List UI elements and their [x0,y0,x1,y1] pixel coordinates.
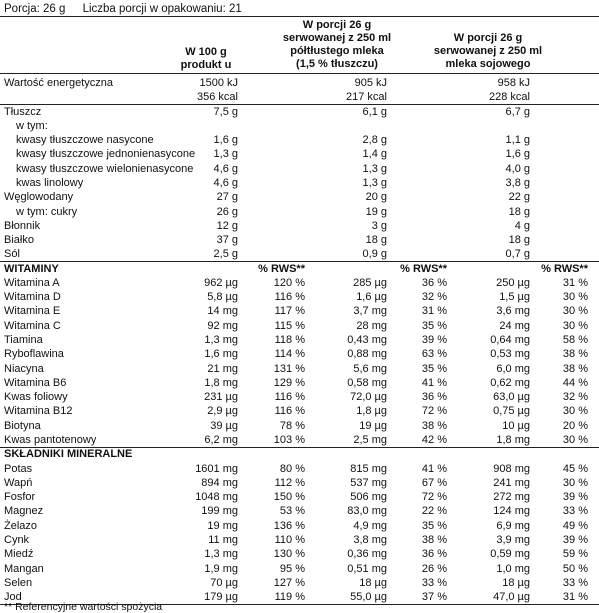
row-value-c2: 905 kJ [354,77,387,89]
row-value-p2: 35 % [421,519,447,532]
row-value-c3: 3,8 g [505,176,530,189]
row-value-c3: 18 µg [502,576,530,589]
row-label: kwasy tłuszczowe jednonienasycone [16,148,196,161]
row-value-p2: 22 % [421,505,447,518]
table-row [0,533,599,547]
portion-size: Porcja: 26 g [4,3,66,15]
table-row [0,562,599,576]
row-value-c3: 3,9 mg [496,533,530,546]
table-row [0,147,599,161]
table-row [0,476,599,490]
row-value-c1: 962 µg [204,276,238,289]
row-value-p2: 26 % [421,562,447,575]
row-label: w tym: [16,119,48,132]
row-value-p1: 129 % [273,376,305,389]
row-value-c3: 1,1 g [505,134,530,147]
table-row [0,105,599,119]
row-value-c3: 6,0 mg [496,362,530,375]
table-row [0,262,599,276]
row-value-c1: 4,6 g [213,162,238,175]
row-value-p3: 30 % [562,319,588,332]
row-value-p1: 115 % [274,319,305,332]
row-label: Błonnik [4,219,41,232]
footnote: ** Referencyjne wartości spożycia [4,601,163,613]
row-value-p3: 32 % [562,391,588,404]
row-label: kwasy tłuszczowe nasycone [16,134,154,147]
table-row [0,576,599,590]
row-value-p2: 36 % [421,391,447,404]
row-value-p3: 20 % [562,419,588,432]
table-row [0,419,599,433]
table-row [0,133,599,147]
table-row [0,462,599,476]
row-label: Fosfor [4,491,36,504]
row-value-p1: % RWS** [258,262,305,275]
row-value-p1: 78 % [279,419,305,432]
row-value-c3: 908 mg [493,462,530,475]
row-value-p1: 119 % [274,591,305,604]
row-value-c1: 1,6 mg [204,348,238,361]
row-value-c3: 3,6 mg [496,305,530,318]
row-value-c2: 1,3 g [362,176,387,189]
row-value-c3: 63,0 µg [493,391,530,404]
row-value-p1: 130 % [273,548,305,561]
row-value-c1: 39 µg [210,419,238,432]
row-value-p1: 95 % [279,562,305,575]
row-value-c3: 6,9 mg [496,519,530,532]
row-value-c2: 815 mg [350,462,387,475]
table-row [0,190,599,204]
row-value-p3: 45 % [562,462,588,475]
row-value-c2: 83,0 mg [347,505,387,518]
row-value-c2: 0,88 mg [347,348,387,361]
row-label: Sól [4,248,20,261]
row-label: Potas [4,462,33,475]
row-value-p3: 38 % [562,348,588,361]
row-value-p2: 38 % [421,419,447,432]
row-value-c3: 241 mg [493,476,530,489]
row-value-p1: 118 % [274,334,305,347]
row-label: Biotyna [4,419,41,432]
row-value-p3: 30 % [562,291,588,304]
row-label: w tym: cukry [16,205,78,218]
row-value-c2: 0,43 mg [347,334,387,347]
row-value-c3: 0,64 mg [490,334,530,347]
row-value-c3: 6,7 g [505,105,530,118]
table-row [0,547,599,561]
row-label: Tiamina [4,334,43,347]
row-value-c2: 537 mg [350,476,387,489]
row-value-p2: 35 % [421,319,447,332]
row-value-c1: 7,5 g [213,105,238,118]
row-value-c1: 1601 mg [195,462,238,475]
row-value-p3: 59 % [562,548,588,561]
row-value-p2: 32 % [421,291,447,304]
table-row [0,276,599,290]
row-value-c1: 179 µg [204,591,238,604]
row-value-p2: 33 % [421,576,447,589]
row-value-p2: 39 % [421,334,447,347]
row-value-p1: 136 % [273,519,305,532]
row-value-p1: 127 % [273,576,305,589]
row-label: Węglowodany [4,191,74,204]
row-value-c3: 22 g [508,191,530,204]
row-value-p3: 30 % [562,476,588,489]
row-value-c1: 1,8 mg [204,376,238,389]
row-value-p3: 30 % [562,434,588,446]
table-row [0,176,599,190]
divider [0,16,599,17]
row-value-c2: 19 µg [359,419,387,432]
row-value-p1: 80 % [279,462,305,475]
row-value-c1: 231 µg [204,391,238,404]
row-value-p1: 53 % [279,505,305,518]
row-value-c3: 250 µg [496,276,530,289]
header-per-portion-soy: W porcji 26 g serwowanej z 250 ml mleka sojowego [433,32,543,70]
row-value-c3: 0,62 mg [490,376,530,389]
row-value-c3: 4 g [514,219,530,232]
row-value-p1: 120 % [273,276,305,289]
table-row [0,519,599,533]
row-value-c1: 1048 mg [195,491,238,504]
row-value-c2: 18 µg [359,576,387,589]
row-value-c1: 5,8 µg [207,291,238,304]
row-value-p1: 110 % [274,533,305,546]
row-value-c2: 0,58 mg [347,376,387,389]
row-value-p1: 150 % [273,491,305,504]
row-value-c2: 1,6 µg [356,291,387,304]
row-value-p2: 72 % [421,491,447,504]
row-label: kwas linolowy [16,176,84,189]
table-row [0,90,599,105]
table-row [0,433,599,448]
row-label: Tłuszcz [4,105,42,118]
row-value-p1: 103 % [273,434,305,446]
row-value-p2: 35 % [421,362,447,375]
row-label: kwasy tłuszczowe wielonienasycone [16,162,194,175]
row-label: Kwas pantotenowy [4,434,97,446]
row-value-c3: 1,6 g [505,148,530,161]
row-label: Witamina E [4,305,61,318]
row-label: Jod [4,591,22,604]
row-value-p2: 37 % [421,591,447,604]
row-value-c3: 0,7 g [505,248,530,261]
row-value-c2: 28 mg [356,319,387,332]
row-value-c2: 285 µg [353,276,387,289]
row-value-c1: 1500 kJ [199,77,238,89]
row-value-c1: 1,6 g [213,134,238,147]
row-label: Miedź [4,548,34,561]
row-value-c3: 228 kcal [489,91,530,104]
row-value-p2: 41 % [421,462,447,475]
divider [0,73,599,74]
row-value-c2: 5,6 mg [353,362,387,375]
row-value-c1: 70 µg [210,576,238,589]
table-row [0,76,599,90]
row-label: Witamina C [4,319,61,332]
row-value-p3: 31 % [562,591,588,604]
row-value-p3: 31 % [562,276,588,289]
row-value-c2: 0,36 mg [347,548,387,561]
row-value-c1: 6,2 mg [204,434,238,446]
row-label: WITAMINY [4,262,59,275]
row-value-c1: 14 mg [207,305,238,318]
row-value-c2: 217 kcal [346,91,387,104]
row-label: Witamina A [4,276,60,289]
row-value-c2: 20 g [365,191,387,204]
row-value-c3: 272 mg [493,491,530,504]
table-row [0,362,599,376]
row-value-p3: 39 % [562,491,588,504]
row-value-c2: 2,8 g [362,134,387,147]
row-value-p1: 112 % [274,476,305,489]
row-value-c2: 1,3 g [362,162,387,175]
row-value-c2: 0,9 g [362,248,387,261]
row-value-c2: 4,9 mg [353,519,387,532]
header-per-100g: W 100 g produkt u [180,46,232,71]
row-value-c2: 55,0 µg [350,591,387,604]
row-label: Cynk [4,533,30,546]
table-row [0,219,599,233]
row-value-c1: 19 mg [207,519,238,532]
table-row [0,247,599,262]
row-value-c1: 21 mg [207,362,238,375]
row-value-p1: 116 % [274,391,305,404]
row-value-c2: 6,1 g [362,105,387,118]
row-value-p3: 38 % [562,362,588,375]
table-row [0,119,599,133]
row-value-c1: 2,9 µg [207,405,238,418]
row-label: Magnez [4,505,44,518]
table-row [0,447,599,461]
row-value-c3: 1,8 mg [496,434,530,446]
row-value-p3: 30 % [562,305,588,318]
row-value-p1: 117 % [274,305,305,318]
row-value-c1: 2,5 g [213,248,238,261]
servings-count: Liczba porcji w opakowaniu: 21 [82,3,242,15]
row-value-p2: 31 % [421,305,447,318]
row-value-p3: 39 % [562,533,588,546]
table-row [0,205,599,219]
table-row [0,376,599,390]
row-value-c1: 356 kcal [197,91,238,104]
row-label: Białko [4,234,34,247]
row-value-c1: 27 g [216,191,238,204]
row-value-c3: 18 g [508,205,530,218]
row-value-p3: 33 % [562,576,588,589]
row-value-c1: 11 mg [208,533,238,546]
table-row [0,333,599,347]
portion-info [4,3,256,15]
row-label: SKŁADNIKI MINERALNE [4,448,133,461]
row-value-c2: 0,51 mg [347,562,387,575]
row-label: Ryboflawina [4,348,64,361]
row-label: Mangan [4,562,44,575]
row-label: Witamina B12 [4,405,73,418]
table-row [0,490,599,504]
row-value-p1: 116 % [274,291,305,304]
row-value-p1: 114 % [274,348,305,361]
row-value-c3: 1,0 mg [496,562,530,575]
row-value-c2: 3,8 mg [353,533,387,546]
row-label: Kwas foliowy [4,391,68,404]
row-value-c2: 72,0 µg [350,391,387,404]
row-value-c1: 12 g [216,219,238,232]
row-value-c2: 1,4 g [362,148,387,161]
row-value-c1: 199 mg [201,505,238,518]
table-row [0,404,599,418]
row-value-c3: 958 kJ [497,77,530,89]
table-row [0,319,599,333]
table-row [0,390,599,404]
row-value-c3: 0,75 µg [493,405,530,418]
table-row [0,304,599,318]
row-value-p2: 72 % [421,405,447,418]
row-value-c2: 18 g [365,234,387,247]
row-value-c1: 1,3 g [213,148,238,161]
table-row [0,504,599,518]
row-value-c1: 92 mg [207,319,238,332]
row-value-c2: 506 mg [350,491,387,504]
row-value-p3: 50 % [562,562,588,575]
row-label: Żelazo [4,519,38,532]
row-value-p1: 131 % [273,362,305,375]
row-value-c2: 3 g [371,219,387,232]
row-value-c2: 1,8 µg [356,405,387,418]
row-value-c3: 124 mg [493,505,530,518]
row-value-p1: 116 % [274,405,305,418]
row-label: Witamina D [4,291,61,304]
row-value-c3: 10 µg [502,419,530,432]
row-value-p3: 44 % [562,376,588,389]
row-value-p3: 49 % [562,519,588,532]
row-value-c3: 47,0 µg [493,591,530,604]
row-value-p2: 41 % [421,376,447,389]
table-row [0,233,599,247]
row-value-p3: % RWS** [541,262,588,275]
row-value-c2: 2,5 mg [353,434,387,446]
row-value-c1: 1,3 mg [204,548,238,561]
row-value-p2: 38 % [421,533,447,546]
row-value-c1: 1,3 mg [204,334,238,347]
table-row [0,347,599,361]
row-label: Selen [4,576,33,589]
row-value-c1: 894 mg [201,476,238,489]
row-value-c2: 19 g [365,205,387,218]
row-value-c3: 0,59 mg [490,548,530,561]
row-label: Wapń [4,476,33,489]
row-value-c2: 3,7 mg [353,305,387,318]
row-value-p3: 30 % [562,405,588,418]
header-per-portion-milk: W porcji 26 g serwowanej z 250 ml półtłustego mleka (1,5 % tłuszczu) [282,19,392,70]
table-row [0,290,599,304]
row-value-c3: 18 g [508,234,530,247]
table-row [0,162,599,176]
row-value-p2: 67 % [421,476,447,489]
row-value-p2: 36 % [421,276,447,289]
row-label: Wartość energetyczna [4,77,114,89]
row-value-c1: 1,9 mg [204,562,238,575]
row-value-p2: 63 % [421,348,447,361]
row-value-p3: 58 % [562,334,588,347]
row-value-p3: 33 % [562,505,588,518]
row-value-c3: 0,53 mg [490,348,530,361]
row-value-p2: 42 % [421,434,447,446]
row-value-c3: 24 mg [499,319,530,332]
row-label: Witamina B6 [4,376,67,389]
row-value-c1: 37 g [216,234,238,247]
row-value-c1: 26 g [216,205,238,218]
row-label: Niacyna [4,362,44,375]
row-value-p2: % RWS** [400,262,447,275]
row-value-c3: 4,0 g [505,162,530,175]
row-value-p2: 36 % [421,548,447,561]
row-value-c3: 1,5 µg [499,291,530,304]
row-value-c1: 4,6 g [213,176,238,189]
